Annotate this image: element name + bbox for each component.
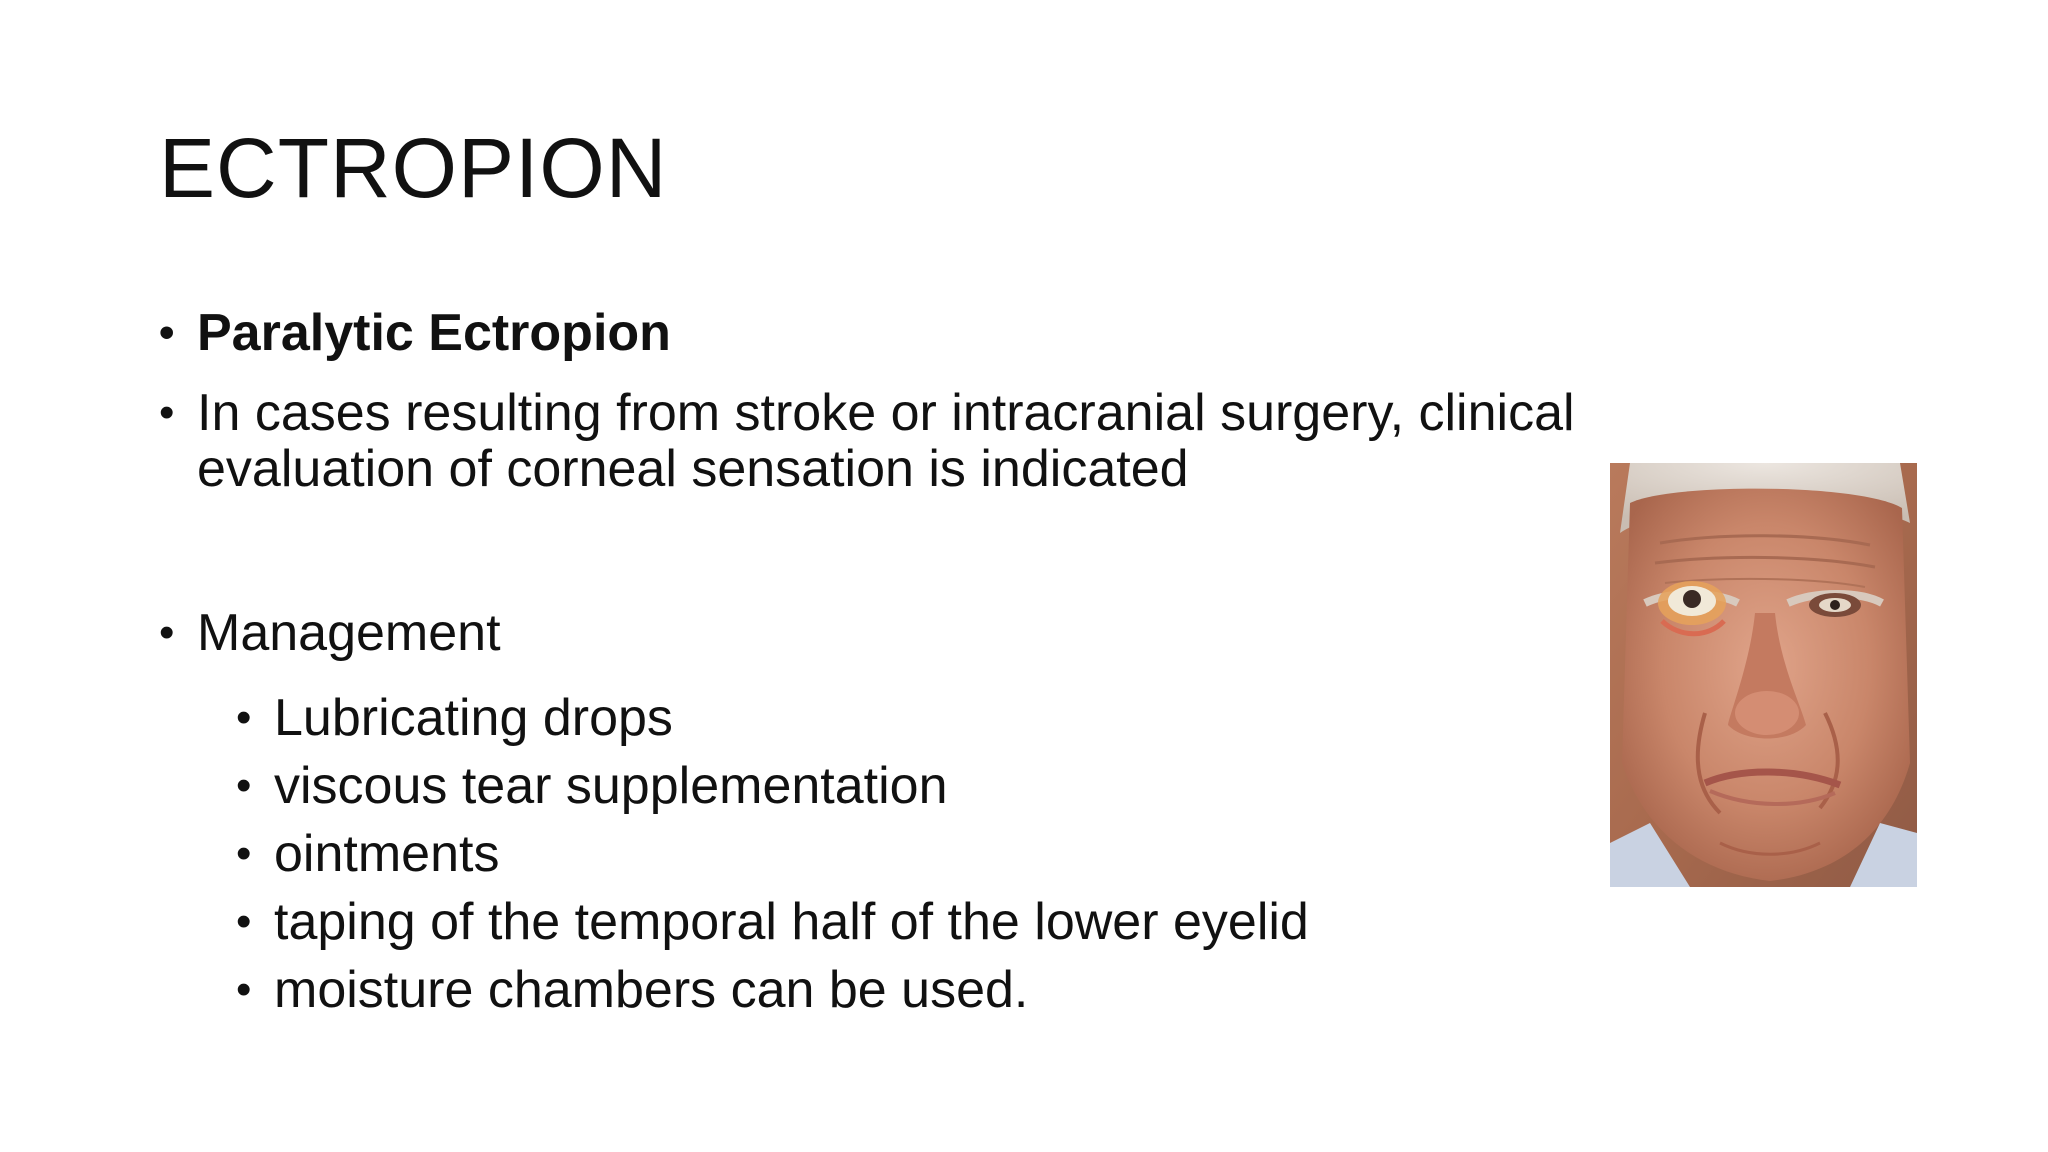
bullet-dot-icon: • [236,965,252,1014]
bullet-dot-icon: • [236,693,252,742]
bullet-dot-icon: • [159,388,175,437]
sub-bullet-item [236,962,1609,1018]
bullet-dot-icon: • [159,608,175,657]
bullet-text: Management [197,604,501,662]
sub-bullet-item [236,894,1609,950]
bullet-dot-icon: • [159,308,175,357]
bullet-dot-icon: • [236,829,252,878]
bullet-item [159,305,1639,361]
sub-bullet-text: moisture chambers can be used. [274,961,1029,1019]
sub-bullet-item [236,826,1609,882]
face-photo-icon [1610,463,1917,887]
bullet-dot-icon: • [236,897,252,946]
sub-bullet-text: Lubricating drops [274,689,673,747]
sub-bullet-item [236,758,1609,814]
face-photo [1610,463,1917,887]
bullet-item [159,605,1639,661]
bullet-dot-icon: • [236,761,252,810]
management-sublist [159,690,1609,1030]
slide-title: ECTROPION [159,121,668,215]
sub-bullet-text: ointments [274,825,500,883]
bullet-list [159,305,1639,661]
sub-bullet-item [236,690,1609,746]
sub-bullet-text: taping of the temporal half of the lower eyelid [274,893,1309,951]
bullet-text: Paralytic Ectropion [197,304,671,362]
sub-bullet-text: viscous tear supplementation [274,757,948,815]
bullet-item [159,385,1639,497]
bullet-text: In cases resulting from stroke or intracranial surgery, clinical evaluation of corneal sensation is indicated [197,384,1575,498]
